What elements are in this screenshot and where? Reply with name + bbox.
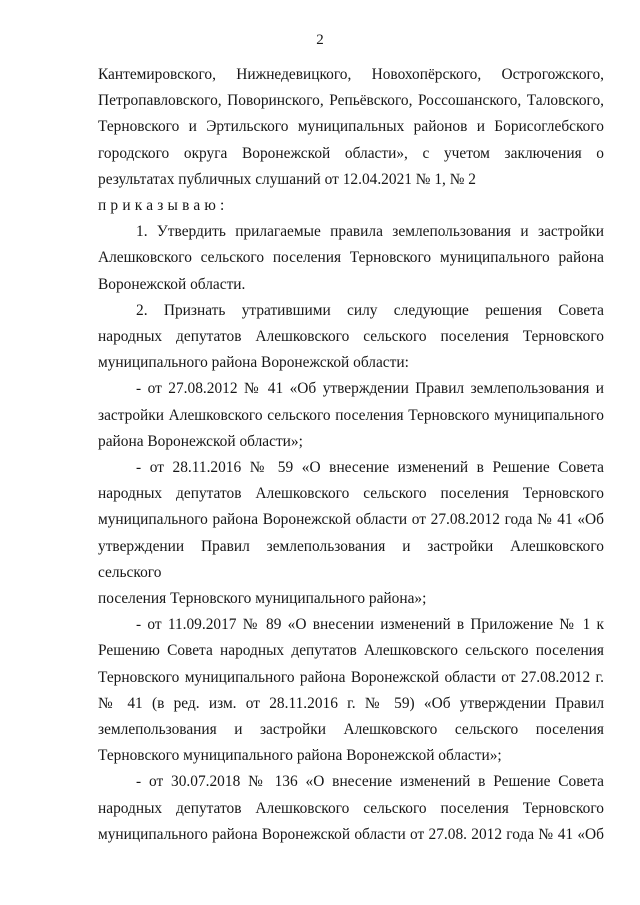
text-line: муниципального района Воронежской области: [98, 354, 409, 372]
text-line: - от 11.09.2017 № 89 «О внесении изменений в Приложение № 1 к [136, 616, 604, 634]
text-line: - от 27.08.2012 № 41 «Об утверждении Правил землепользования и [136, 380, 604, 398]
text-line: землепользования и застройки Алешковского сельского поселения [98, 721, 604, 739]
text-line: народных депутатов Алешковского сельского поселения Терновского [98, 328, 604, 346]
text-line: народных депутатов Алешковского сельского поселения Терновского [98, 485, 604, 503]
text-line: Алешковского сельского поселения Терновского муниципального района [98, 249, 604, 267]
text-line: городского округа Воронежской области», с учетом заключения о [98, 144, 604, 162]
text-line: Кантемировского, Нижнедевицкого, Новохопёрского, Острогожского, [98, 66, 604, 83]
document-body [98, 62, 604, 848]
text-line: муниципального района Воронежской области от 27.08.2012 года № 41 «Об [98, 511, 604, 529]
text-line: Терновского и Эртильского муниципальных районов и Борисоглебского [98, 118, 604, 136]
page-number: 2 [316, 32, 324, 48]
text-line: приказываю: [98, 197, 229, 215]
text-line: № 41 (в ред. изм. от 28.11.2016 г. № 59) «Об утверждении Правил [98, 694, 604, 712]
text-line: результатах публичных слушаний от 12.04.2021 № 1, № 2 [98, 170, 476, 188]
text-line: Терновского муниципального района Воронежской области от 27.08.2012 г. [98, 668, 604, 686]
text-line: - от 30.07.2018 № 136 «О внесение изменений в Решение Совета [136, 773, 604, 791]
text-line: 1. Утвердить прилагаемые правила землепользования и застройки [136, 223, 604, 241]
text-line: района Воронежской области»; [98, 432, 303, 450]
text-line: 2. Признать утратившими силу следующие решения Совета [136, 301, 604, 319]
text-line: - от 28.11.2016 № 59 «О внесение изменений в Решение Совета [136, 459, 604, 477]
text-line: Воронежской области. [98, 275, 246, 293]
text-line: Петропавловского, Поворинского, Репьёвского, Россошанского, Таловского, [98, 92, 604, 110]
text-line: утверждении Правил землепользования и застройки Алешковского сельского [98, 537, 604, 581]
text-line: застройки Алешковского сельского поселения Терновского муниципального [98, 406, 604, 424]
text-line: Решению Совета народных депутатов Алешковского сельского поселения [98, 642, 604, 660]
text-line: Терновского муниципального района Воронежской области»; [98, 747, 502, 765]
text-line: поселения Терновского муниципального района»; [98, 590, 427, 608]
text-line: народных депутатов Алешковского сельского поселения Терновского [98, 799, 604, 817]
text-line: муниципального района Воронежской области от 27.08. 2012 года № 41 «Об [98, 825, 604, 843]
